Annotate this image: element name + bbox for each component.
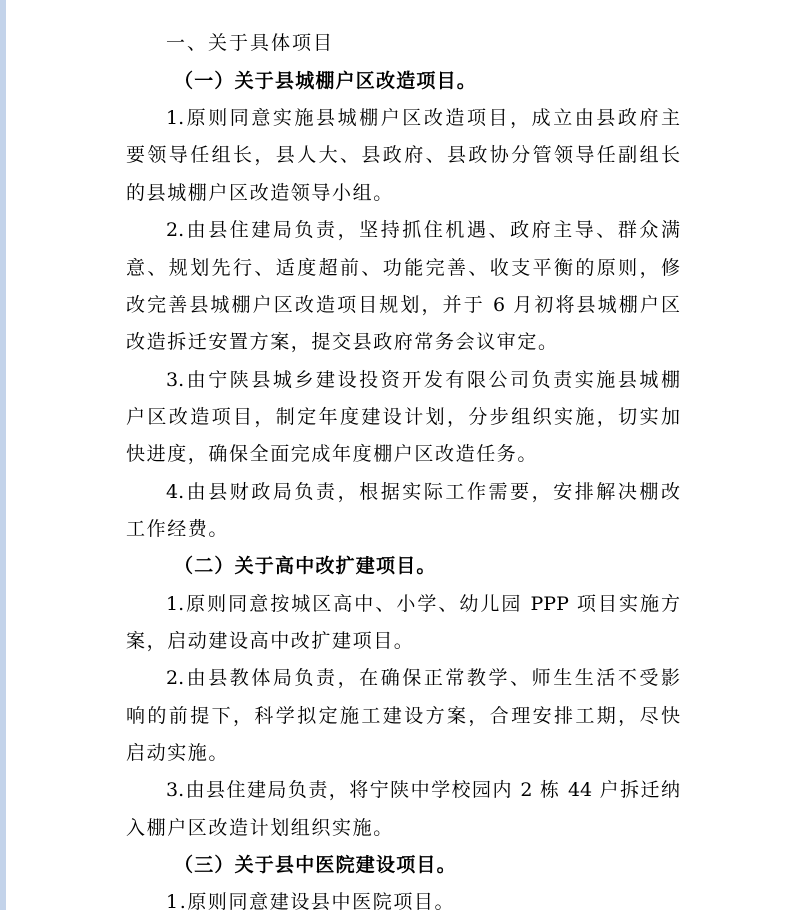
paragraph-line: 1.原则同意按城区高中、小学、幼儿园 PPP 项目实施方: [166, 593, 680, 615]
paragraph-line: 改完善县城棚户区改造项目规划，并于 6 月初将县城棚户区: [126, 294, 680, 316]
paragraph-line: 1.原则同意实施县城棚户区改造项目，成立由县政府主: [166, 107, 680, 129]
section-heading: 一、关于具体项目: [166, 32, 335, 54]
paragraph-line: 改造拆迁安置方案，提交县政府常务会议审定。: [126, 331, 559, 353]
subsection-heading: （一）关于县城棚户区改造项目。: [174, 70, 478, 92]
paragraph-line: 工作经费。: [126, 518, 230, 540]
paragraph-line: 意、规划先行、适度超前、功能完善、收支平衡的原则，修: [126, 257, 680, 279]
paragraph-line: 入棚户区改造计划组织实施。: [126, 817, 394, 839]
paragraph-line: 快进度，确保全面完成年度棚户区改造任务。: [126, 443, 539, 465]
paragraph-line: 案，启动建设高中改扩建项目。: [126, 630, 415, 652]
paragraph-line: 响的前提下，科学拟定施工建设方案，合理安排工期，尽快: [126, 705, 680, 727]
paragraph-line: 2.由县住建局负责，坚持抓住机遇、政府主导、群众满: [166, 219, 680, 241]
paragraph-line: 4.由县财政局负责，根据实际工作需要，安排解决棚改: [166, 481, 680, 503]
paragraph-line: 3.由县住建局负责，将宁陕中学校园内 2 栋 44 户拆迁纳: [166, 779, 680, 801]
paragraph-line: 户区改造项目，制定年度建设计划，分步组织实施，切实加: [126, 406, 680, 428]
paragraph-line: 3.由宁陕县城乡建设投资开发有限公司负责实施县城棚: [166, 369, 680, 391]
document-page: [6, 0, 794, 910]
paragraph-line: 启动实施。: [126, 742, 230, 764]
paragraph-line: 的县城棚户区改造领导小组。: [126, 182, 394, 204]
paragraph-line: 1.原则同意建设县中医院项目。: [166, 891, 456, 910]
subsection-heading: （二）关于高中改扩建项目。: [174, 555, 437, 577]
subsection-heading: （三）关于县中医院建设项目。: [174, 854, 457, 876]
paragraph-line: 要领导任组长，县人大、县政府、县政协分管领导任副组长: [126, 144, 680, 166]
paragraph-line: 2.由县教体局负责，在确保正常教学、师生生活不受影: [166, 667, 680, 689]
